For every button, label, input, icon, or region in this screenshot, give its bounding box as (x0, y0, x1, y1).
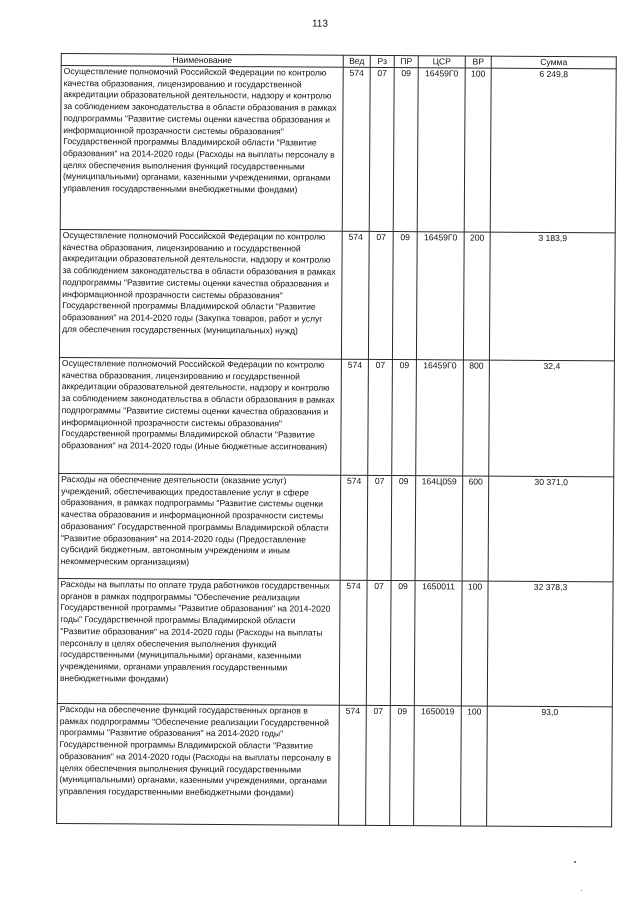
cell-csr: 164Ц059 (415, 476, 463, 581)
table-row (58, 474, 614, 582)
table-row (59, 358, 615, 477)
cell-csr: 16459Г0 (416, 360, 464, 476)
cell-rz: 07 (366, 705, 391, 825)
cell-name: Расходы на обеспечение деятельности (оказание услуг) учреждений, обеспечивающих предоставление услуг в сфере образования, в рамках подпрограммы "Развитие системы оценки качества образования и информационной прозрачности системы образования" Государственной программы Владимирской области "Развитие образования" на 2014-2020 годы (Предоставление субсидий бюджетным, автономным учреждениям и иным некоммерческим организациям) (58, 474, 341, 581)
table-row (60, 66, 616, 233)
table-row (57, 703, 613, 826)
budget-table (56, 53, 617, 827)
header-name: Наименование (61, 54, 343, 68)
cell-rz: 07 (366, 580, 391, 705)
cell-sum: 32 378,3 (487, 581, 613, 707)
scan-speck (574, 861, 576, 863)
cell-name: Осуществление полномочий Российской Федерации по контролю качества образования, лицензированию и государственной аккредитации образовательной деятельности, надзору и контролю за соблюдением законодательства в области образования в рамках подпрограммы "Развитие системы оценки качества образования и информационной прозрачности системы образования" Государственной программы Владимирской области "Развитие образования" на 2014-2020 годы (Иные бюджетные ассигнования) (59, 358, 342, 476)
cell-name: Осуществление полномочий Российской Федерации по контролю качества образования, лицензированию и государственной аккредитации образовательной деятельности, надзору и контролю за соблюдением законодательства в области образования в рамках подпрограммы "Развитие системы оценки качества образования и информационной прозрачности системы образования" Государственной программы Владимирской области "Развитие образования" на 2014-2020 годы (Закупка товаров, работ и услуг для обеспечения государственных (муниципальных) нужд) (59, 230, 342, 360)
cell-pr: 09 (392, 360, 417, 476)
cell-sum: 32,4 (489, 360, 615, 477)
cell-ved: 574 (339, 705, 367, 825)
cell-vr: 600 (462, 476, 489, 581)
cell-sum: 30 371,0 (488, 476, 614, 582)
cell-rz: 07 (368, 359, 393, 475)
cell-pr: 09 (392, 232, 417, 360)
cell-vr: 200 (463, 232, 490, 360)
header-pr: ПР (394, 56, 418, 68)
cell-pr: 09 (393, 68, 418, 232)
cell-vr: 100 (461, 581, 488, 706)
cell-pr: 09 (391, 476, 416, 581)
scan-speck (581, 890, 582, 891)
cell-sum: 93,0 (487, 706, 613, 827)
cell-name: Осуществление полномочий Российской Федерации по контролю качества образования, лицензированию и государственной аккредитации образовательной деятельности, надзору и контролю за соблюдением законодательства в области образования в рамках подпрограммы "Развитие системы оценки качества образования и информационной прозрачности системы образования" Государственной программы Владимирской области "Развитие образования" на 2014-2020 годы (Расходы на выплаты персоналу в целях обеспечения выполнения функций государственными (муниципальными) органами, казенными учреждениями, органами управления государственными внебюджетными фондами) (60, 66, 343, 232)
cell-sum: 6 249,8 (490, 68, 616, 233)
cell-csr: 16459Г0 (416, 232, 464, 360)
table-row (57, 578, 613, 706)
cell-ved: 574 (341, 359, 369, 475)
table-row (59, 230, 615, 361)
cell-vr: 100 (464, 68, 491, 232)
header-vr: ВР (465, 56, 491, 68)
cell-pr: 09 (390, 706, 415, 826)
cell-ved: 574 (341, 231, 369, 359)
cell-rz: 07 (368, 231, 393, 359)
cell-name: Расходы на выплаты по оплате труда работников государственных органов в рамках подпрограммы "Обеспечение реализации Государственной программы "Развитие образования" на 2014-2020 годы" Государственной программы Владимирской области "Развитие образования" на 2014-2020 годы (Расходы на выплаты персоналу в целях обеспечения выполнения функций государственными (муниципальными) органами, казенными учреждениями, органами управления государственными внебюджетными фондами) (57, 578, 340, 705)
header-sum: Сумма (491, 56, 616, 69)
cell-name: Расходы на обеспечение функций государственных органов в рамках подпрограммы "Обеспечение реализации Государственной программы "Развитие образования" на 2014-2020 годы" Государственной программы Владимирской области "Развитие образования" на 2014-2020 годы (Расходы на выплаты персоналу в целях обеспечения выполнения функций государственными (муниципальными) органами, казенными учреждениями, органами управления государственными внебюджетными фондами) (57, 703, 340, 825)
cell-rz: 07 (369, 67, 394, 231)
cell-ved: 574 (339, 580, 367, 705)
cell-ved: 574 (342, 67, 370, 231)
cell-sum: 3 183,9 (489, 232, 615, 361)
header-rz: Рз (370, 55, 394, 67)
header-ved: Вед (343, 55, 370, 67)
page-number: 113 (311, 18, 328, 30)
header-csr: ЦСР (418, 56, 465, 68)
cell-ved: 574 (340, 475, 368, 580)
cell-csr: 1650011 (414, 581, 462, 706)
cell-csr: 1650019 (414, 706, 462, 826)
cell-vr: 800 (463, 360, 490, 476)
cell-pr: 09 (390, 581, 415, 706)
cell-csr: 16459Г0 (417, 68, 465, 232)
cell-vr: 100 (461, 706, 488, 826)
cell-rz: 07 (367, 475, 392, 580)
